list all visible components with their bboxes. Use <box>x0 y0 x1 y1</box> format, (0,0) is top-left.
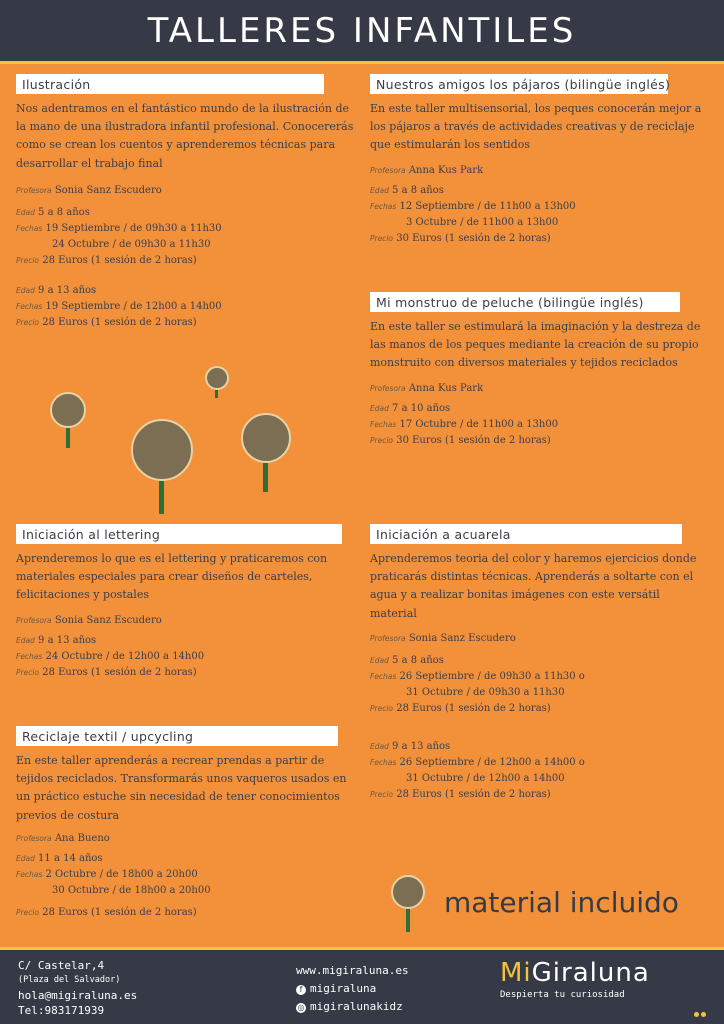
precio-label: Precio <box>16 317 40 327</box>
fecha-value: 31 Octubre / de 09h30 a 11h30 <box>406 686 565 698</box>
email-link[interactable]: hola@migiraluna.es <box>18 989 138 1002</box>
section-ilustracion <box>16 74 356 331</box>
profesora-value: Sonia Sanz Escudero <box>54 614 162 626</box>
brand-mi: Mi <box>500 958 532 988</box>
section-monstruo <box>370 292 710 449</box>
section-lettering <box>16 524 356 681</box>
facebook-link[interactable] <box>296 980 409 998</box>
fecha-value: 26 Septiembre / de 09h30 a 11h30 o <box>399 670 585 682</box>
section-title: Mi monstruo de peluche (bilingüe inglés) <box>370 292 680 312</box>
precio-label: Precio <box>16 667 40 677</box>
section-title: Iniciación al lettering <box>16 524 342 544</box>
tree-icon <box>388 872 428 934</box>
profesora-value: Anna Kus Park <box>408 382 484 394</box>
website-link[interactable]: www.migiraluna.es <box>296 964 409 977</box>
edad-value: 5 a 8 años <box>392 184 444 196</box>
section-description: Nos adentramos en el fantástico mundo de la ilustración de la mano de una ilustradora infantil profesional. Conocererás como se crean los cuentos y aprenderemos técnicas para desarrollar el trabajo final <box>16 102 354 170</box>
material-incluido <box>388 872 698 934</box>
facebook-icon: f <box>296 985 306 995</box>
section-description: En este taller se estimulará la imaginación y la destreza de las manos de los peques mediante la creación de su propio monstruito con diversos materiales y tejidos reciclados <box>370 320 701 370</box>
section-acuarela <box>370 524 710 803</box>
precio-label: Precio <box>370 703 394 713</box>
edad-label: Edad <box>370 655 389 665</box>
material-incluido-text: material incluido <box>444 886 679 919</box>
fechas-label: Fechas <box>16 869 43 879</box>
facebook-handle: migiraluna <box>310 982 377 995</box>
section-pajaros <box>370 74 710 247</box>
precio-value: 28 Euros (1 sesión de 2 horas) <box>42 666 197 678</box>
fecha-value: 17 Octubre / de 11h00 a 13h00 <box>399 418 559 430</box>
edad-label: Edad <box>370 185 389 195</box>
profesora-label: Profesora <box>16 615 52 625</box>
profesora-label: Profesora <box>370 165 406 175</box>
fechas-label: Fechas <box>16 651 43 661</box>
profesora-label: Profesora <box>16 833 52 843</box>
precio-value: 30 Euros (1 sesión de 2 horas) <box>396 434 551 446</box>
precio-label: Precio <box>16 907 40 917</box>
edad-label: Edad <box>16 853 35 863</box>
profesora-value: Sonia Sanz Escudero <box>54 184 162 196</box>
precio-value: 28 Euros (1 sesión de 2 horas) <box>42 254 197 266</box>
section-title: Ilustración <box>16 74 324 94</box>
phone-number[interactable]: Tel:983171939 <box>18 1004 105 1017</box>
fecha-value: 19 Septiembre / de 12h00 a 14h00 <box>45 300 222 312</box>
brand-rest: Giraluna <box>531 958 650 988</box>
fecha-value: 31 Octubre / de 12h00 a 14h00 <box>406 772 565 784</box>
header <box>0 0 724 64</box>
section-reciclaje <box>16 726 356 921</box>
fechas-label: Fechas <box>16 223 43 233</box>
edad-label: Edad <box>16 207 35 217</box>
fecha-value: 19 Septiembre / de 09h30 a 11h30 <box>45 222 222 234</box>
profesora-label: Profesora <box>16 185 52 195</box>
instagram-handle: migiralunakidz <box>310 1000 403 1013</box>
precio-value: 28 Euros (1 sesión de 2 horas) <box>42 316 197 328</box>
fecha-value: 12 Septiembre / de 11h00 a 13h00 <box>399 200 576 212</box>
footer <box>0 947 724 1024</box>
footer-social <box>296 962 409 1016</box>
footer-contact <box>18 958 137 1018</box>
edad-label: Edad <box>16 285 35 295</box>
edad-label: Edad <box>370 403 389 413</box>
brand-dots <box>692 1002 710 1024</box>
precio-value: 28 Euros (1 sesión de 2 horas) <box>396 702 551 714</box>
tree-icon <box>51 393 85 448</box>
section-description: Aprenderemos lo que es el lettering y praticaremos con materiales especiales para crear diseños de carteles, felicitaciones y postales <box>16 552 328 602</box>
page-title: TALLERES INFANTILES <box>147 10 577 51</box>
section-title: Nuestros amigos los pájaros (bilingüe inglés) <box>370 74 668 94</box>
tree-icon <box>242 414 290 492</box>
section-description: En este taller multisensorial, los peques conocerán mejor a los pájaros a través de actividades creativas y de reciclaje que estimularán los sentidos <box>370 102 702 152</box>
instagram-link[interactable] <box>296 998 409 1016</box>
tree-icon <box>132 420 192 514</box>
precio-label: Precio <box>370 435 394 445</box>
fechas-label: Fechas <box>16 301 43 311</box>
fecha-value: 3 Octubre / de 11h00 a 13h00 <box>406 216 559 228</box>
address-plaza: (Plaza del Salvador) <box>18 975 121 985</box>
precio-value: 28 Euros (1 sesión de 2 horas) <box>396 788 551 800</box>
profesora-value: Ana Bueno <box>54 832 110 844</box>
fecha-value: 30 Octubre / de 18h00 a 20h00 <box>52 884 211 896</box>
brand-tagline: Despierta tu curiosidad <box>500 990 625 1000</box>
brand-logo <box>500 958 710 988</box>
profesora-value: Sonia Sanz Escudero <box>408 632 516 644</box>
tree-icon <box>206 367 228 398</box>
edad-label: Edad <box>370 741 389 751</box>
section-description: En este taller aprenderás a recrear prendas a partir de tejidos reciclados. Transformarás unos vaqueros usados en un práctico estuche sin necesidad de tener conocimientos previos de costura <box>16 754 347 822</box>
fecha-value: 2 Octubre / de 18h00 a 20h00 <box>45 868 198 880</box>
edad-value: 11 a 14 años <box>38 852 103 864</box>
fechas-label: Fechas <box>370 201 397 211</box>
fecha-value: 26 Septiembre / de 12h00 a 14h00 o <box>399 756 585 768</box>
edad-value: 9 a 13 años <box>38 634 97 646</box>
edad-value: 5 a 8 años <box>392 654 444 666</box>
profesora-label: Profesora <box>370 633 406 643</box>
fechas-label: Fechas <box>370 671 397 681</box>
fechas-label: Fechas <box>370 757 397 767</box>
edad-value: 9 a 13 años <box>392 740 451 752</box>
footer-brand <box>500 958 710 1000</box>
edad-value: 7 a 10 años <box>392 402 451 414</box>
trees-illustration <box>48 360 298 520</box>
edad-label: Edad <box>16 635 35 645</box>
precio-label: Precio <box>16 255 40 265</box>
precio-value: 30 Euros (1 sesión de 2 horas) <box>396 232 551 244</box>
fechas-label: Fechas <box>370 419 397 429</box>
section-title: Reciclaje textil / upcycling <box>16 726 338 746</box>
fecha-value: 24 Octubre / de 12h00 a 14h00 <box>45 650 205 662</box>
edad-value: 5 a 8 años <box>38 206 90 218</box>
profesora-label: Profesora <box>370 383 406 393</box>
instagram-icon: ◎ <box>297 1003 305 1012</box>
fecha-value: 24 Octubre / de 09h30 a 11h30 <box>52 238 211 250</box>
section-title: Iniciación a acuarela <box>370 524 682 544</box>
section-description: Aprenderemos teoria del color y haremos ejercicios donde praticarás distintas técnicas. Aprenderás a soltarte con el agua y a realizar bonitas imágenes con este versátil material <box>370 552 697 620</box>
profesora-value: Anna Kus Park <box>408 164 484 176</box>
address: C/ Castelar,4 <box>18 959 105 972</box>
precio-value: 28 Euros (1 sesión de 2 horas) <box>42 906 197 918</box>
edad-value: 9 a 13 años <box>38 284 97 296</box>
precio-label: Precio <box>370 233 394 243</box>
precio-label: Precio <box>370 789 394 799</box>
